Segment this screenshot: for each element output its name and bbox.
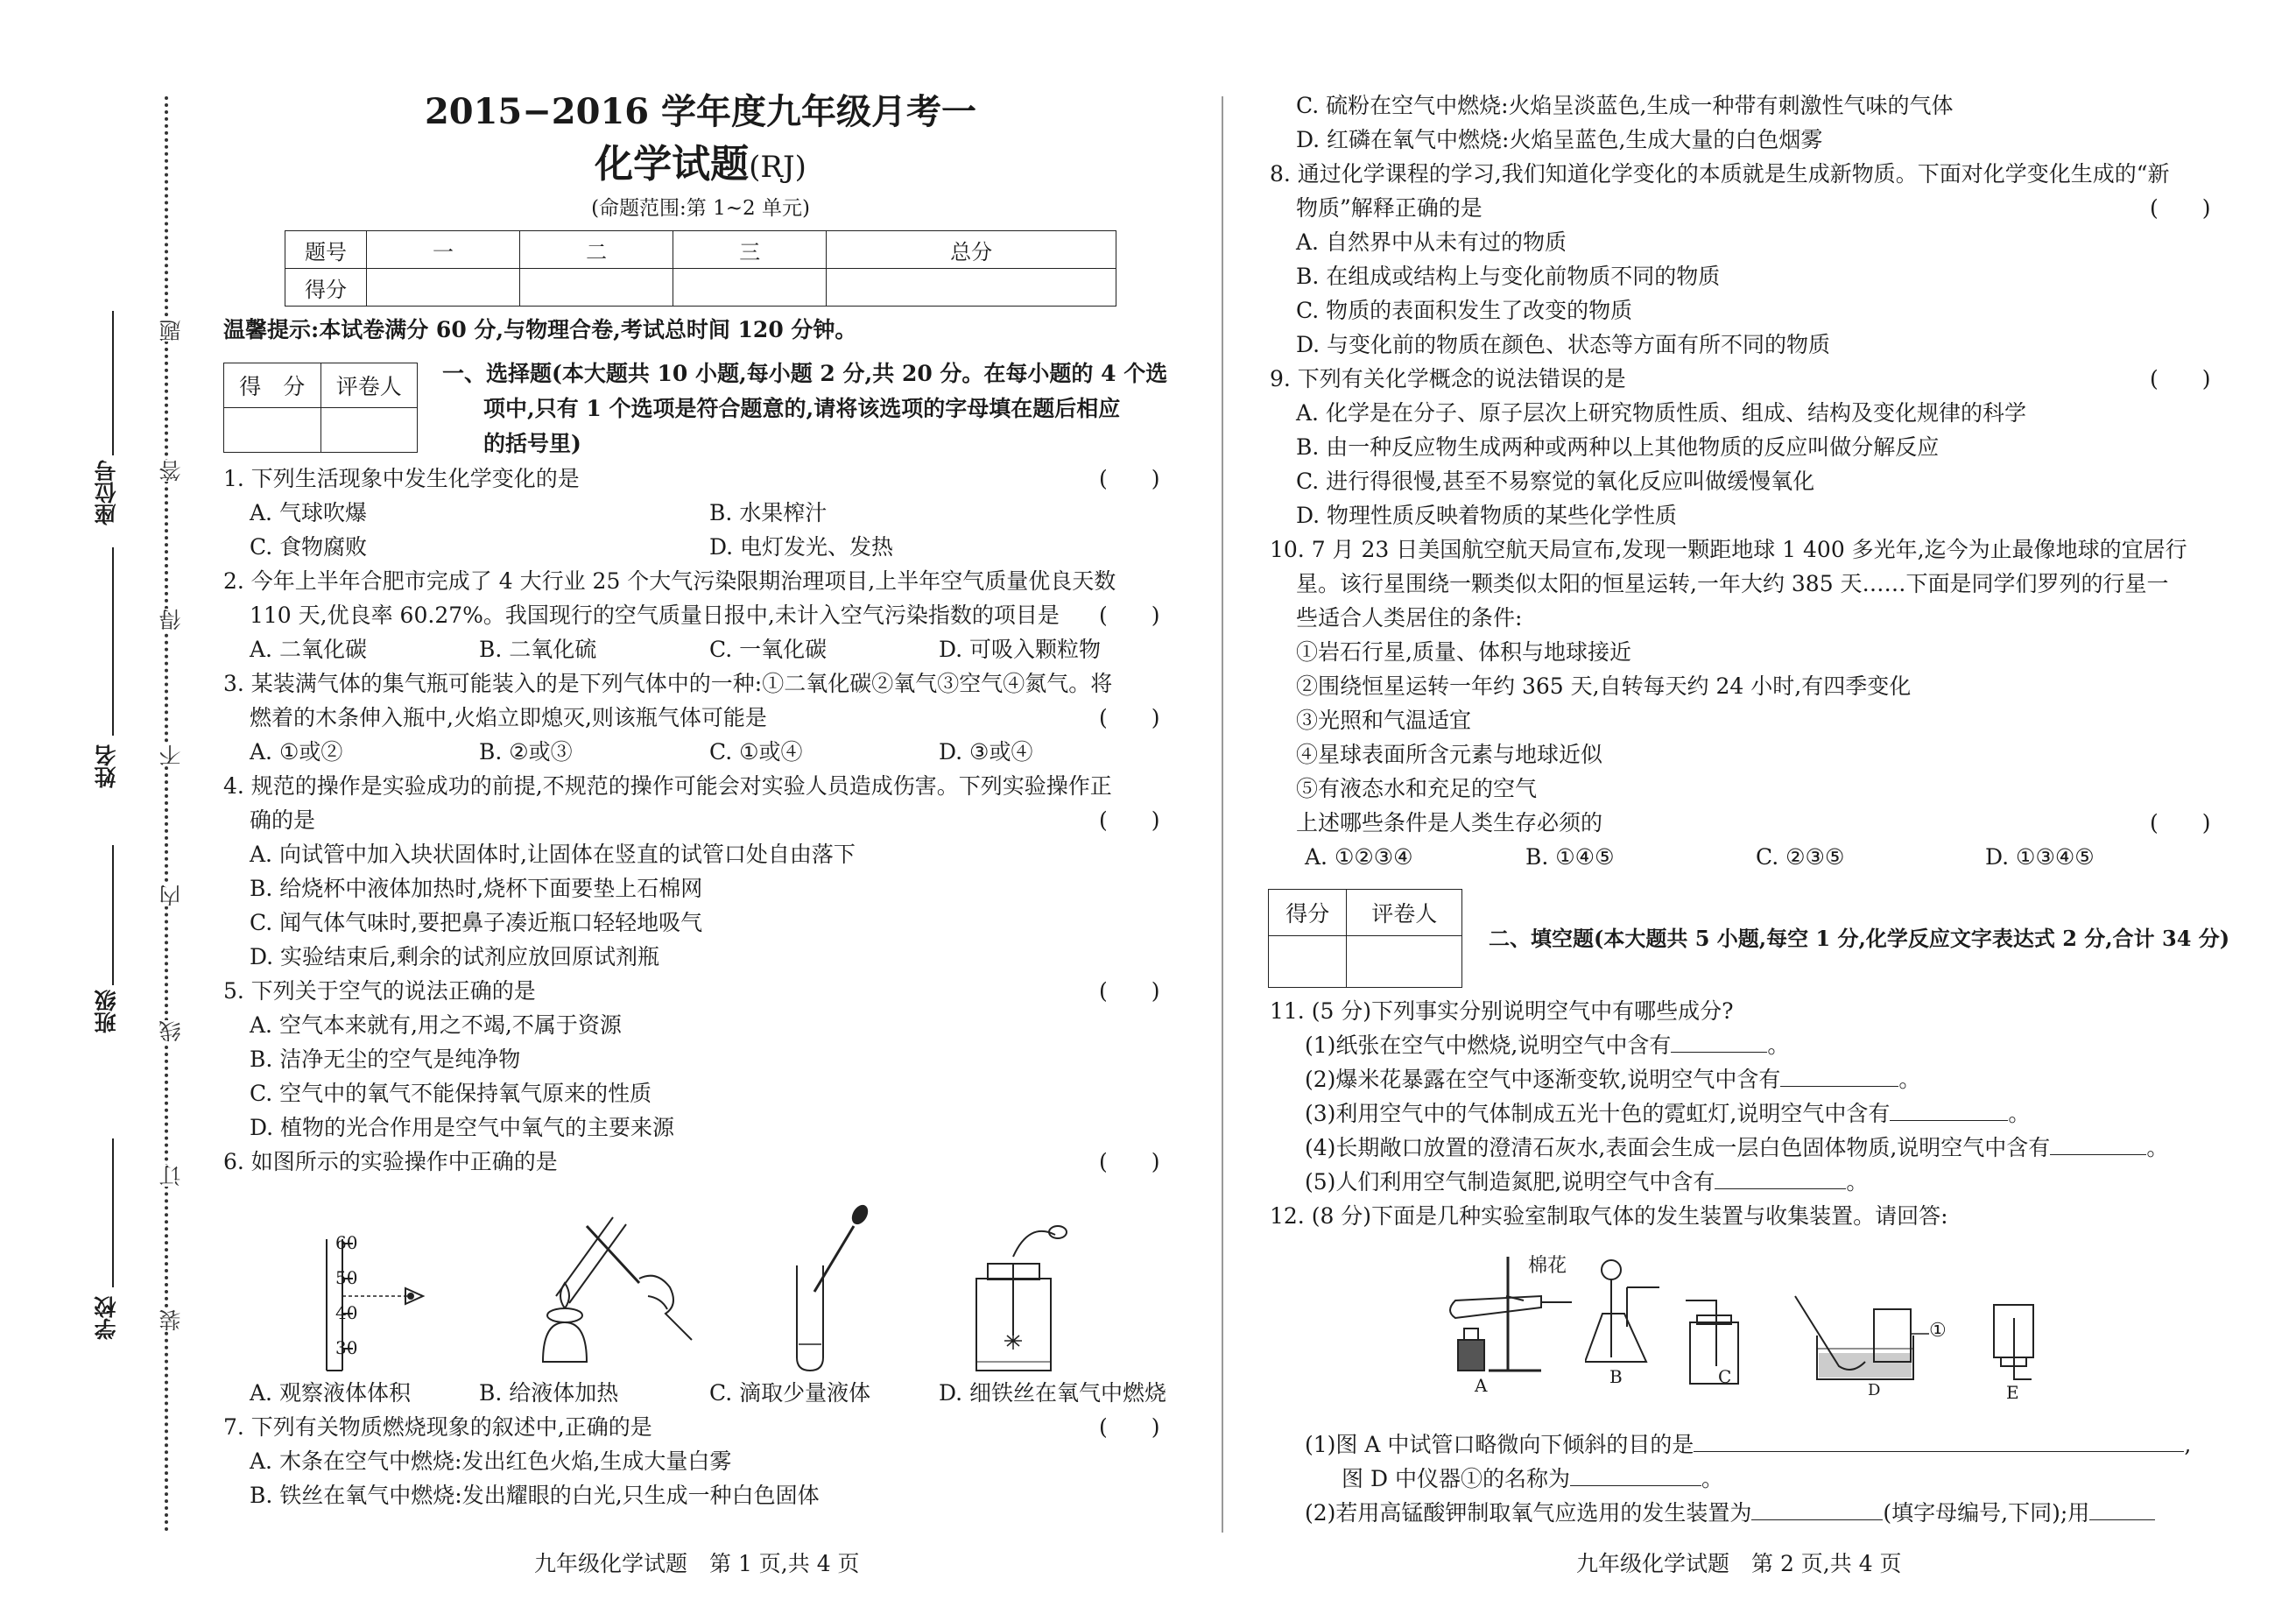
exam-scope: (命题范围:第 1~2 单元) <box>591 197 810 220</box>
answer-blank[interactable] <box>1671 1052 1767 1053</box>
answer-blank[interactable] <box>1694 1451 2184 1452</box>
side-label-class: 班级 <box>94 990 119 1033</box>
q2-option-c: C. 一氧化碳 <box>709 637 828 662</box>
q4-option-b: B. 给烧杯中液体加热时,烧杯下面要垫上石棉网 <box>250 876 703 901</box>
apparatus-b <box>1585 1252 1664 1397</box>
q1-option-a: A. 气球吹爆 <box>250 500 367 525</box>
q8-option-b: B. 在组成或结构上与变化前物质不同的物质 <box>1296 264 1721 289</box>
q2-option-d: D. 可吸入颗粒物 <box>939 637 1102 662</box>
q5-stem: 5. 下列关于空气的说法正确的是 <box>223 978 536 1004</box>
q5-option-a: A. 空气本来就有,用之不竭,不属于资源 <box>250 1012 622 1038</box>
apparatus-label: A <box>1475 1375 1488 1396</box>
exam-title: 2015−2016 学年度九年级月考一 <box>424 91 977 132</box>
answer-blank[interactable] <box>1780 1086 1898 1087</box>
instrument-marker: ① <box>1929 1320 1947 1342</box>
q10-condition: ④星球表面所含元素与地球近似 <box>1296 742 1603 767</box>
q7-stem: 7. 下列有关物质燃烧现象的叙述中,正确的是 <box>223 1414 652 1440</box>
score-table <box>285 230 1116 307</box>
apparatus-e <box>1983 1296 2045 1406</box>
answer-paren: ( ) <box>1099 603 1160 628</box>
q10-option-d: D. ①③④⑤ <box>1985 844 2095 870</box>
q10-line1: 10. 7 月 23 日美国航空航天局宣布,发现一颗距地球 1 400 多光年,迄今为止最像地球的宜居行 <box>1270 537 2187 562</box>
period: 。 <box>1701 1466 1723 1491</box>
answer-blank[interactable] <box>1715 1188 1846 1189</box>
q2-option-a: A. 二氧化碳 <box>250 637 367 662</box>
q2-option-b: B. 二氧化硫 <box>479 637 597 662</box>
q11-sub3 <box>1305 1096 2030 1131</box>
q3-option-a: A. ①或② <box>250 739 343 765</box>
side-label-school: 学校 <box>94 1296 119 1340</box>
q4-line2: 确的是 <box>250 807 316 833</box>
answer-paren: ( ) <box>1099 978 1160 1004</box>
q3-option-b: B. ②或③ <box>479 739 573 765</box>
q4-line1: 4. 规范的操作是实验成功的前提,不规范的操作可能会对实验人员造成伤害。下列实验操作正 <box>223 773 1112 799</box>
apparatus-a <box>1445 1248 1576 1401</box>
edition-tag: (RJ) <box>749 150 806 185</box>
answer-blank[interactable] <box>1890 1120 2008 1121</box>
q9-option-d: D. 物理性质反映着物质的某些化学性质 <box>1296 503 1678 528</box>
answer-paren: ( ) <box>2150 366 2211 391</box>
q11-sub2 <box>1305 1062 1920 1097</box>
q6-option-b: B. 给液体加热 <box>479 1380 619 1406</box>
q5-option-c: C. 空气中的氧气不能保持氧气原来的性质 <box>250 1081 652 1106</box>
q9-option-c: C. 进行得很慢,甚至不易察觉的氧化反应叫做缓慢氧化 <box>1296 469 1815 494</box>
q1-option-d: D. 电灯发光、发热 <box>709 534 894 560</box>
dropper-figure <box>779 1204 884 1375</box>
scale-label: 60 <box>335 1232 358 1253</box>
score-header: 二 <box>520 231 673 269</box>
score-header: 一 <box>367 231 520 269</box>
q11-sub1-text: (1)纸张在空气中燃烧,说明空气中含有 <box>1305 1033 1672 1058</box>
score-header: 三 <box>673 231 827 269</box>
seal-char: 不 <box>156 744 187 766</box>
q4-option-c: C. 闻气体气味时,要把鼻子凑近瓶口轻轻地吸气 <box>250 910 703 935</box>
footer-right: 九年级化学试题 第 2 页,共 4 页 <box>1576 1551 1902 1576</box>
apparatus-label: B <box>1609 1366 1623 1387</box>
oxygen-jar-figure <box>963 1222 1077 1375</box>
q8-option-d: D. 与变化前的物质在颜色、状态等方面有所不同的物质 <box>1296 332 1831 357</box>
grader-cell[interactable] <box>1347 936 1462 988</box>
q10-option-b: B. ①④⑤ <box>1525 844 1615 870</box>
q11-sub1 <box>1305 1028 1789 1063</box>
q12-sub2 <box>1305 1496 2155 1531</box>
q2-line2: 110 天,优良率 60.27%。我国现行的空气质量日报中,未计入空气污染指数的项目是 <box>250 603 1060 628</box>
seal-char: 得 <box>156 609 187 631</box>
q1-option-b: B. 水果榨汁 <box>709 500 828 525</box>
section1-line1: 一、选择题(本大题共 10 小题,每小题 2 分,共 20 分。在每小题的 4 个选 <box>442 361 1168 386</box>
q12-sub1 <box>1305 1427 2191 1462</box>
period: 。 <box>2146 1135 2169 1160</box>
answer-blank[interactable] <box>2089 1519 2155 1520</box>
q7-option-b: B. 铁丝在氧气中燃烧:发出耀眼的白光,只生成一种白色固体 <box>250 1483 820 1508</box>
q1-stem: 1. 下列生活现象中发生化学变化的是 <box>223 466 580 491</box>
grader-cell[interactable] <box>224 408 321 453</box>
grader-label: 评卷人 <box>320 363 418 408</box>
seat-write-line <box>112 311 114 455</box>
seal-char: 线 <box>156 1020 187 1042</box>
score-row-label: 得分 <box>285 269 367 307</box>
grader-label: 评卷人 <box>1347 890 1462 936</box>
seal-char: 答 <box>156 460 187 482</box>
side-label-name: 姓名 <box>94 744 119 788</box>
q3-line1: 3. 某装满气体的集气瓶可能装入的是下列气体中的一种:①二氧化碳②氧气③空气④氮气。将 <box>223 671 1113 696</box>
period: 。 <box>1898 1067 1921 1092</box>
scale-label: 40 <box>335 1302 358 1323</box>
q10-option-c: C. ②③⑤ <box>1756 844 1845 870</box>
answer-paren: ( ) <box>1099 1414 1160 1440</box>
q5-option-b: B. 洁净无尘的空气是纯净物 <box>250 1047 521 1072</box>
grader-label: 得分 <box>1269 890 1347 936</box>
q10-condition: ③光照和气温适宜 <box>1296 708 1472 733</box>
grader-box-2 <box>1268 889 1462 988</box>
apparatus-d <box>1791 1292 1966 1401</box>
answer-paren: ( ) <box>1099 466 1160 491</box>
side-label-seat: 座位号 <box>94 460 119 525</box>
score-header: 总分 <box>827 231 1116 269</box>
score-cell[interactable] <box>673 269 827 307</box>
section1-line3: 的括号里) <box>483 431 581 456</box>
q12-sub1-text: (1)图 A 中试管口略微向下倾斜的目的是 <box>1305 1432 1694 1457</box>
answer-paren: ( ) <box>1099 1149 1160 1174</box>
period: 。 <box>1767 1033 1790 1058</box>
footer-left: 九年级化学试题 第 1 页,共 4 页 <box>534 1551 860 1576</box>
score-cell[interactable] <box>827 269 1116 307</box>
q5-option-d: D. 植物的光合作用是空气中氧气的主要来源 <box>250 1115 675 1140</box>
q7-option-d: D. 红磷在氧气中燃烧:火焰呈蓝色,生成大量的白色烟雾 <box>1296 127 1823 152</box>
period: 。 <box>2008 1101 2031 1126</box>
score-cell[interactable] <box>520 269 673 307</box>
comma: , <box>2184 1432 2192 1457</box>
class-write-line <box>112 845 114 985</box>
q6-option-c: C. 滴取少量液体 <box>709 1380 871 1406</box>
answer-blank[interactable] <box>1751 1519 1883 1520</box>
scale-label: 50 <box>335 1267 358 1288</box>
q1-option-c: C. 食物腐败 <box>250 534 368 560</box>
q6-option-a: A. 观察液体体积 <box>250 1380 411 1406</box>
q11-sub3-text: (3)利用空气中的气体制成五光十色的霓虹灯,说明空气中含有 <box>1305 1101 1891 1126</box>
q6-stem: 6. 如图所示的实验操作中正确的是 <box>223 1149 558 1174</box>
seal-char: 题 <box>156 320 187 342</box>
q12-stem: 12. (8 分)下面是几种实验室制取气体的发生装置与收集装置。请回答: <box>1270 1203 1948 1229</box>
warm-tip: 温馨提示:本试卷满分 60 分,与物理合卷,考试总时间 120 分钟。 <box>223 317 857 342</box>
grader-cell[interactable] <box>1269 936 1347 988</box>
cotton-label: 棉花 <box>1528 1255 1567 1277</box>
q10-condition: ⑤有液态水和充足的空气 <box>1296 776 1538 801</box>
q8-option-a: A. 自然界中从未有过的物质 <box>1296 229 1567 255</box>
score-header: 题号 <box>285 231 367 269</box>
name-write-line <box>112 547 114 736</box>
q10-line2: 星。该行星围绕一颗类似太阳的恒星运转,一年大约 385 天……下面是同学们罗列的行星一 <box>1296 571 2169 596</box>
q3-option-c: C. ①或④ <box>709 739 803 765</box>
q11-sub4 <box>1305 1131 2168 1166</box>
apparatus-c <box>1681 1296 1751 1397</box>
q10-line3: 些适合人类居住的条件: <box>1296 605 1523 631</box>
q10-option-a: A. ①②③④ <box>1305 844 1413 870</box>
answer-paren: ( ) <box>1099 807 1160 833</box>
q4-option-d: D. 实验结束后,剩余的试剂应放回原试剂瓶 <box>250 944 659 969</box>
seal-char: 装 <box>156 1309 187 1331</box>
grader-box-1 <box>223 363 418 453</box>
section2-title: 二、填空题(本大题共 5 小题,每空 1 分,化学反应文字表达式 2 分,合计 34 分) <box>1489 926 2230 951</box>
subject-title <box>280 138 1121 199</box>
school-write-line <box>112 1138 114 1287</box>
scale-label: 30 <box>335 1337 358 1358</box>
answer-paren: ( ) <box>2150 810 2211 835</box>
q6-option-d: D. 细铁丝在氧气中燃烧 <box>939 1380 1167 1406</box>
q11-sub4-text: (4)长期敞口放置的澄清石灰水,表面会生成一层白色固体物质,说明空气中含有 <box>1305 1135 2051 1160</box>
q2-line1: 2. 今年上半年合肥市完成了 4 大行业 25 个大气污染限期治理项目,上半年空气质量优良天数 <box>223 568 1116 594</box>
apparatus-label: C <box>1718 1366 1732 1387</box>
q11-stem: 11. (5 分)下列事实分别说明空气中有哪些成分? <box>1270 998 1734 1024</box>
q10-question: 上述哪些条件是人类生存必须的 <box>1296 810 1603 835</box>
graduated-cylinder-figure <box>311 1222 442 1375</box>
apparatus-label: E <box>2006 1382 2019 1403</box>
q7-option-c: C. 硫粉在空气中燃烧:火焰呈淡蓝色,生成一种带有刺激性气味的气体 <box>1296 93 1954 118</box>
heating-figure <box>517 1200 701 1375</box>
score-cell[interactable] <box>367 269 520 307</box>
q4-option-a: A. 向试管中加入块状固体时,让固体在竖直的试管口处自由落下 <box>250 842 856 867</box>
answer-blank[interactable] <box>1570 1485 1701 1486</box>
page-divider <box>1222 96 1223 1533</box>
answer-blank[interactable] <box>2050 1154 2146 1155</box>
q11-sub5 <box>1305 1165 1868 1200</box>
grader-cell[interactable] <box>320 408 418 453</box>
seal-char: 内 <box>156 885 187 906</box>
q12-sub2b-text: (填字母编号,下同);用 <box>1883 1500 2090 1526</box>
q3-line2: 燃着的木条伸入瓶中,火焰立即熄灭,则该瓶气体可能是 <box>250 705 767 730</box>
q8-line2: 物质”解释正确的是 <box>1296 195 1483 221</box>
q12-sub1b <box>1342 1462 1723 1497</box>
subject-name: 化学试题 <box>595 142 750 187</box>
answer-paren: ( ) <box>2150 195 2211 221</box>
q9-option-b: B. 由一种反应物生成两种或两种以上其他物质的反应叫做分解反应 <box>1296 434 1940 460</box>
section1-line2: 项中,只有 1 个选项是符合题意的,请将该选项的字母填在题后相应 <box>483 396 1121 421</box>
q10-condition: ①岩石行星,质量、体积与地球接近 <box>1296 639 1631 665</box>
q8-option-c: C. 物质的表面积发生了改变的物质 <box>1296 298 1633 323</box>
q11-sub5-text: (5)人们利用空气制造氮肥,说明空气中含有 <box>1305 1169 1715 1195</box>
q9-stem: 9. 下列有关化学概念的说法错误的是 <box>1270 366 1626 391</box>
seal-char: 订 <box>156 1165 187 1187</box>
q3-option-d: D. ③或④ <box>939 739 1033 765</box>
q8-line1: 8. 通过化学课程的学习,我们知道化学变化的本质就是生成新物质。下面对化学变化生成的“新 <box>1270 161 2170 187</box>
q10-condition: ②围绕恒星运转一年约 365 天,自转每天约 24 小时,有四季变化 <box>1296 673 1912 699</box>
q9-option-a: A. 化学是在分子、原子层次上研究物质性质、组成、结构及变化规律的科学 <box>1296 400 2026 426</box>
q11-sub2-text: (2)爆米花暴露在空气中逐渐变软,说明空气中含有 <box>1305 1067 1781 1092</box>
q12-sub1b-text: 图 D 中仪器①的名称为 <box>1342 1466 1570 1491</box>
answer-paren: ( ) <box>1099 705 1160 730</box>
grader-label: 得 分 <box>224 363 321 408</box>
apparatus-label: D <box>1868 1381 1881 1399</box>
q7-option-a: A. 木条在空气中燃烧:发出红色火焰,生成大量白雾 <box>250 1448 732 1474</box>
period: 。 <box>1846 1169 1869 1195</box>
q12-sub2-text: (2)若用高锰酸钾制取氧气应选用的发生装置为 <box>1305 1500 1752 1526</box>
